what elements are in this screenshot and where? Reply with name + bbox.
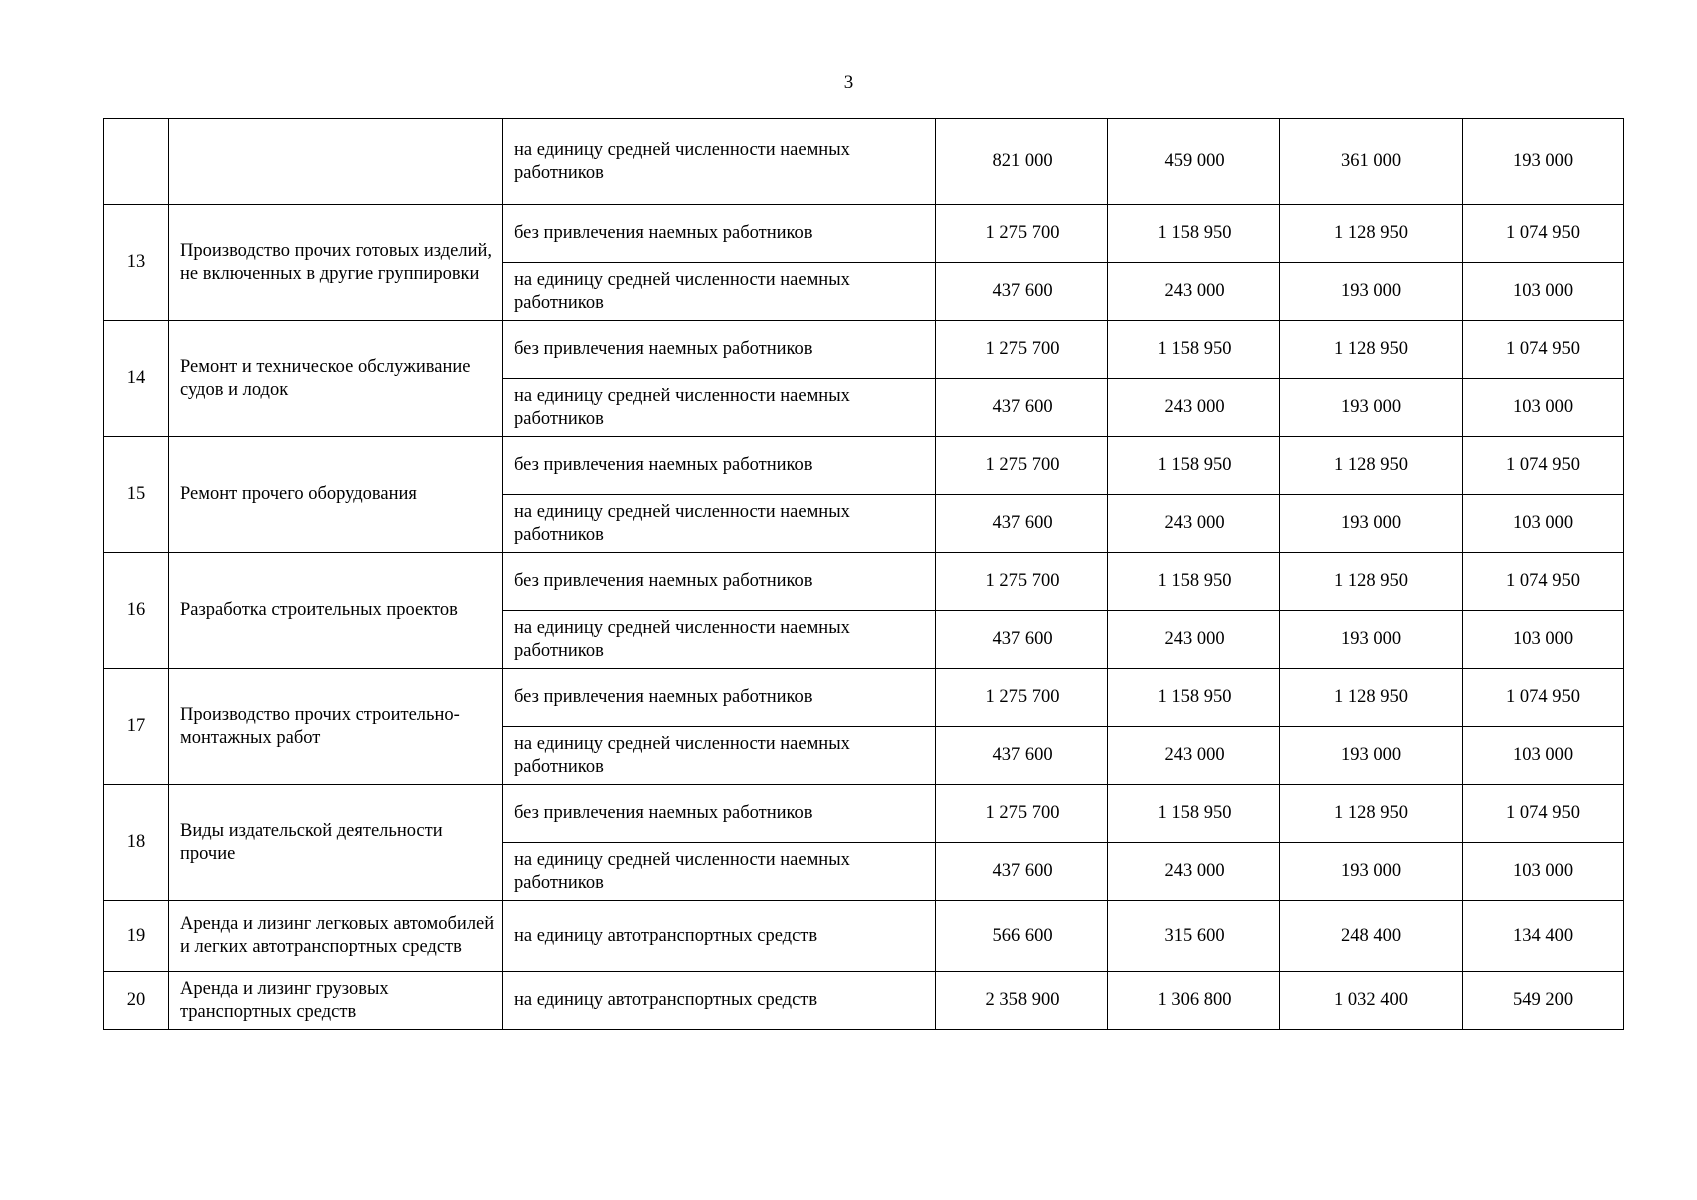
activity-cell: Производство прочих готовых изделий, не включенных в другие группировки — [169, 205, 503, 321]
basis-cell: без привлечения наемных работников — [503, 669, 936, 727]
table-row — [104, 437, 1624, 495]
value-cell: 1 158 950 — [1108, 321, 1280, 379]
tax-rates-table — [103, 118, 1624, 1030]
value-cell: 1 128 950 — [1280, 553, 1463, 611]
row-number-cell — [104, 119, 169, 205]
activity-cell: Аренда и лизинг легковых автомобилей и легких автотранспортных средств — [169, 901, 503, 972]
value-cell: 315 600 — [1108, 901, 1280, 972]
value-cell: 1 032 400 — [1280, 972, 1463, 1030]
basis-cell: на единицу автотранспортных средств — [503, 901, 936, 972]
value-cell: 1 306 800 — [1108, 972, 1280, 1030]
value-cell: 193 000 — [1280, 263, 1463, 321]
basis-cell: без привлечения наемных работников — [503, 553, 936, 611]
value-cell: 2 358 900 — [936, 972, 1108, 1030]
value-cell: 1 158 950 — [1108, 785, 1280, 843]
row-number-cell: 14 — [104, 321, 169, 437]
table-row — [104, 205, 1624, 263]
value-cell: 1 128 950 — [1280, 437, 1463, 495]
value-cell: 437 600 — [936, 611, 1108, 669]
value-cell: 243 000 — [1108, 611, 1280, 669]
row-number-cell: 19 — [104, 901, 169, 972]
value-cell: 103 000 — [1463, 611, 1624, 669]
value-cell: 1 158 950 — [1108, 669, 1280, 727]
activity-cell: Ремонт и техническое обслуживание судов и лодок — [169, 321, 503, 437]
value-cell: 1 074 950 — [1463, 785, 1624, 843]
basis-cell: без привлечения наемных работников — [503, 785, 936, 843]
row-number-cell: 20 — [104, 972, 169, 1030]
value-cell: 1 074 950 — [1463, 437, 1624, 495]
table-row — [104, 321, 1624, 379]
value-cell: 1 275 700 — [936, 321, 1108, 379]
value-cell: 103 000 — [1463, 727, 1624, 785]
basis-cell: на единицу автотранспортных средств — [503, 972, 936, 1030]
value-cell: 1 275 700 — [936, 785, 1108, 843]
activity-cell — [169, 119, 503, 205]
value-cell: 103 000 — [1463, 379, 1624, 437]
basis-cell: на единицу средней численности наемных работников — [503, 379, 936, 437]
value-cell: 437 600 — [936, 843, 1108, 901]
value-cell: 243 000 — [1108, 263, 1280, 321]
value-cell: 1 275 700 — [936, 553, 1108, 611]
value-cell: 243 000 — [1108, 379, 1280, 437]
value-cell: 1 128 950 — [1280, 321, 1463, 379]
value-cell: 437 600 — [936, 727, 1108, 785]
value-cell: 1 275 700 — [936, 205, 1108, 263]
value-cell: 103 000 — [1463, 495, 1624, 553]
value-cell: 459 000 — [1108, 119, 1280, 205]
value-cell: 1 275 700 — [936, 437, 1108, 495]
value-cell: 1 158 950 — [1108, 553, 1280, 611]
value-cell: 134 400 — [1463, 901, 1624, 972]
value-cell: 1 074 950 — [1463, 205, 1624, 263]
row-number-cell: 17 — [104, 669, 169, 785]
activity-cell: Производство прочих строительно-монтажных работ — [169, 669, 503, 785]
value-cell: 437 600 — [936, 495, 1108, 553]
basis-cell: без привлечения наемных работников — [503, 321, 936, 379]
row-number-cell: 15 — [104, 437, 169, 553]
basis-cell: на единицу средней численности наемных работников — [503, 611, 936, 669]
value-cell: 243 000 — [1108, 495, 1280, 553]
value-cell: 437 600 — [936, 263, 1108, 321]
value-cell: 821 000 — [936, 119, 1108, 205]
value-cell: 1 074 950 — [1463, 669, 1624, 727]
value-cell: 193 000 — [1280, 495, 1463, 553]
basis-cell: на единицу средней численности наемных работников — [503, 263, 936, 321]
page-number: 3 — [843, 72, 854, 93]
row-number-cell: 16 — [104, 553, 169, 669]
table-row — [104, 119, 1624, 205]
basis-cell: на единицу средней численности наемных работников — [503, 843, 936, 901]
table-row — [104, 669, 1624, 727]
value-cell: 243 000 — [1108, 727, 1280, 785]
value-cell: 1 158 950 — [1108, 437, 1280, 495]
value-cell: 1 128 950 — [1280, 669, 1463, 727]
basis-cell: без привлечения наемных работников — [503, 437, 936, 495]
value-cell: 437 600 — [936, 379, 1108, 437]
table-row — [104, 553, 1624, 611]
row-number-cell: 13 — [104, 205, 169, 321]
value-cell: 103 000 — [1463, 263, 1624, 321]
basis-cell: без привлечения наемных работников — [503, 205, 936, 263]
table-row — [104, 901, 1624, 972]
basis-cell: на единицу средней численности наемных работников — [503, 495, 936, 553]
activity-cell: Аренда и лизинг грузовых транспортных средств — [169, 972, 503, 1030]
value-cell: 566 600 — [936, 901, 1108, 972]
value-cell: 1 128 950 — [1280, 205, 1463, 263]
table-row — [104, 785, 1624, 843]
basis-cell: на единицу средней численности наемных работников — [503, 727, 936, 785]
value-cell: 193 000 — [1280, 611, 1463, 669]
value-cell: 1 275 700 — [936, 669, 1108, 727]
value-cell: 1 158 950 — [1108, 205, 1280, 263]
row-number-cell: 18 — [104, 785, 169, 901]
value-cell: 243 000 — [1108, 843, 1280, 901]
value-cell: 248 400 — [1280, 901, 1463, 972]
value-cell: 193 000 — [1280, 379, 1463, 437]
value-cell: 1 074 950 — [1463, 321, 1624, 379]
value-cell: 103 000 — [1463, 843, 1624, 901]
table-row — [104, 972, 1624, 1030]
value-cell: 193 000 — [1463, 119, 1624, 205]
activity-cell: Виды издательской деятельности прочие — [169, 785, 503, 901]
value-cell: 193 000 — [1280, 727, 1463, 785]
activity-cell: Разработка строительных проектов — [169, 553, 503, 669]
activity-cell: Ремонт прочего оборудования — [169, 437, 503, 553]
value-cell: 361 000 — [1280, 119, 1463, 205]
value-cell: 1 128 950 — [1280, 785, 1463, 843]
basis-cell: на единицу средней численности наемных работников — [503, 119, 936, 205]
value-cell: 193 000 — [1280, 843, 1463, 901]
value-cell: 549 200 — [1463, 972, 1624, 1030]
value-cell: 1 074 950 — [1463, 553, 1624, 611]
